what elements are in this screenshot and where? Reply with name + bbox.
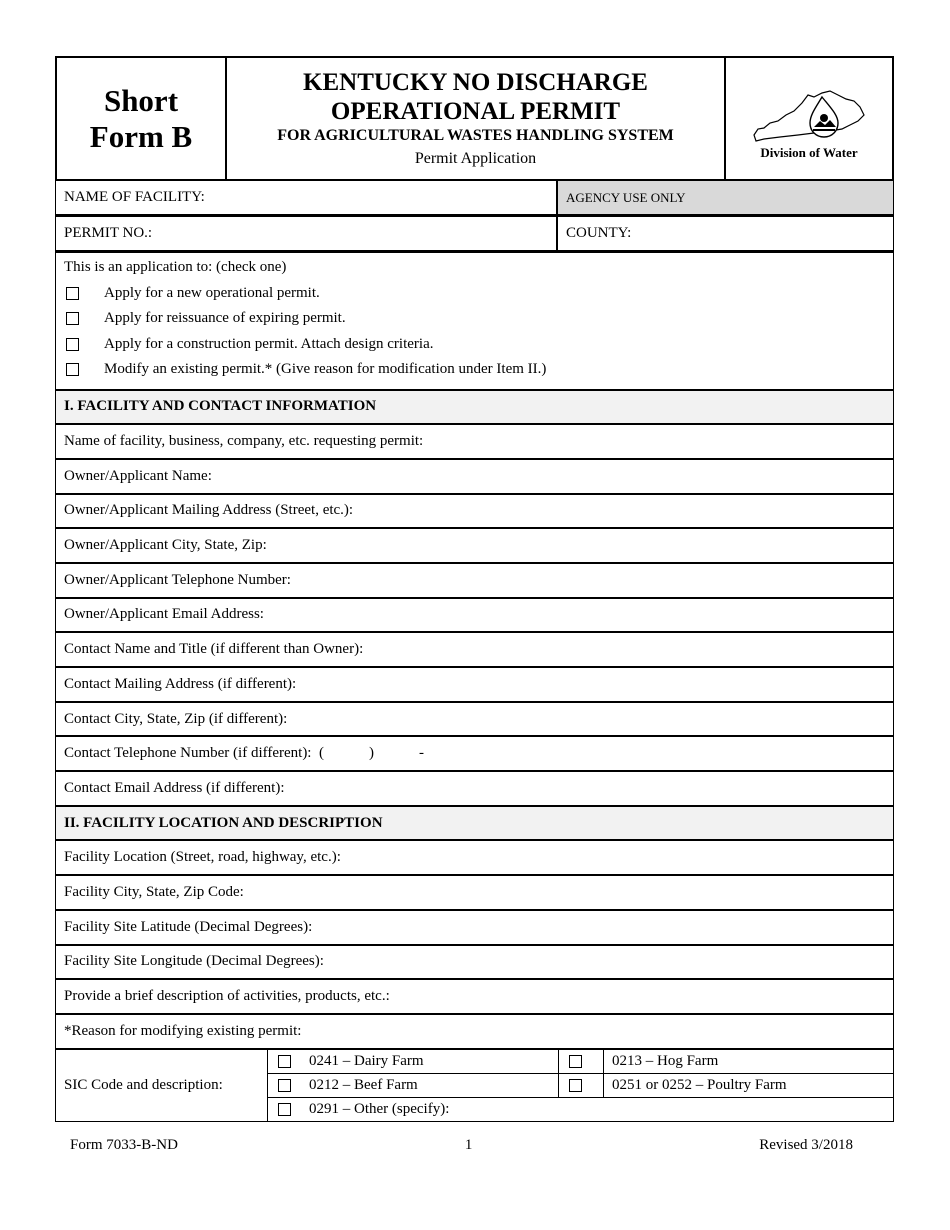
field-row[interactable] [55,563,894,598]
field-row[interactable] [55,945,894,980]
field-row[interactable] [55,459,894,494]
sic-dairy-label: 0241 – Dairy Farm [309,1052,424,1069]
option-reissuance[interactable] [64,306,885,332]
short-form-line2: Form B [89,118,193,154]
field-label: Contact Telephone Number (if different): ( ) - [64,745,424,762]
sic-poultry-label: 0251 or 0252 – Poultry Farm [612,1076,787,1093]
short-form-label [57,58,227,179]
form-number: Form 7033-B-ND [70,1137,178,1153]
checkbox[interactable] [278,1055,291,1068]
checkbox[interactable] [66,312,79,325]
checkbox[interactable] [278,1079,291,1092]
field-label: Facility City, State, Zip Code: [64,883,244,900]
sic-beef[interactable] [268,1074,559,1097]
title-application: Permit Application [414,150,537,167]
field-row[interactable] [55,528,894,563]
checkbox[interactable] [569,1055,582,1068]
field-label: Owner/Applicant Telephone Number: [64,571,291,588]
sic-other[interactable] [268,1098,449,1121]
agency-use-only: AGENCY USE ONLY [558,181,893,214]
option-construction[interactable] [64,332,885,358]
page-number: 1 [464,1137,473,1153]
field-row[interactable] [55,875,894,910]
sic-beef-label: 0212 – Beef Farm [309,1076,418,1093]
section2-heading [55,806,894,841]
checkbox[interactable] [66,363,79,376]
sic-code-table [55,1049,894,1122]
sic-dairy[interactable] [268,1050,559,1073]
county-field[interactable]: COUNTY: [566,225,632,241]
field-row[interactable] [55,1014,894,1049]
field-label: Owner/Applicant Email Address: [64,606,264,623]
field-label: Facility Site Longitude (Decimal Degrees): [64,953,324,970]
sic-poultry[interactable] [559,1074,893,1097]
application-prompt: This is an application to: (check one) [64,259,287,275]
field-row[interactable] [55,702,894,737]
section1-heading [55,390,894,425]
field-label: Facility Site Latitude (Decimal Degrees): [64,918,313,935]
section1-title: I. FACILITY AND CONTACT INFORMATION [64,398,377,415]
field-label: Owner/Applicant Mailing Address (Street, etc.): [64,502,354,519]
sic-other-label: 0291 – Other (specify): [309,1100,450,1117]
checkbox[interactable] [66,287,79,300]
facility-name-field[interactable]: NAME OF FACILITY: [56,181,558,214]
option-new-permit[interactable] [64,281,885,307]
field-label: Contact Name and Title (if different than Owner): [64,641,364,658]
form-header [55,56,894,179]
revision-date: Revised 3/2018 [759,1137,853,1153]
option-label: Apply for reissuance of expiring permit. [104,310,346,326]
option-label: Modify an existing permit.* (Give reason for modification under Item II.) [104,361,547,377]
field-row[interactable] [55,840,894,875]
form-title [227,58,726,179]
sic-row [268,1098,893,1121]
field-label: Provide a brief description of activities, products, etc.: [64,988,390,1005]
field-label: Owner/Applicant Name: [64,467,212,484]
checkbox[interactable] [66,338,79,351]
permit-no-field[interactable]: PERMIT NO.: [56,217,558,250]
field-row[interactable] [55,667,894,702]
option-label: Apply for a construction permit. Attach design criteria. [104,335,434,352]
checkbox[interactable] [278,1103,291,1116]
field-row[interactable] [55,494,894,529]
sic-hog-label: 0213 – Hog Farm [612,1052,719,1069]
application-type [55,251,894,390]
field-label: Owner/Applicant City, State, Zip: [64,537,267,554]
field-row[interactable] [55,736,894,771]
sic-hog[interactable] [559,1050,893,1073]
division-logo [726,58,892,179]
title-subtitle: FOR AGRICULTURAL WASTES HANDLING SYSTEM [277,127,674,144]
facility-name-row [55,179,894,215]
checkbox[interactable] [569,1079,582,1092]
field-label: Contact Mailing Address (if different): [64,675,297,692]
title-line2: OPERATIONAL PERMIT [330,98,621,125]
sic-row [268,1050,893,1074]
field-row[interactable] [55,771,894,806]
title-line1: KENTUCKY NO DISCHARGE [303,69,648,96]
permit-form [55,56,894,1122]
page-footer [70,1137,853,1154]
option-modify[interactable] [64,357,885,383]
section2-title: II. FACILITY LOCATION AND DESCRIPTION [64,814,383,831]
logo-caption: Division of Water [760,144,858,160]
sic-options [268,1050,893,1121]
field-label: Contact Email Address (if different): [64,779,285,796]
short-form-line1: Short [103,82,179,118]
sic-row [268,1074,893,1098]
field-label: Contact City, State, Zip (if different): [64,710,288,727]
field-row[interactable] [55,910,894,945]
sic-label: SIC Code and description: [56,1050,268,1121]
kentucky-water-drop-icon [750,85,868,143]
field-row[interactable] [55,424,894,459]
field-row[interactable] [55,632,894,667]
field-row[interactable] [55,979,894,1014]
field-label: Facility Location (Street, road, highway, etc.): [64,849,341,866]
field-row[interactable] [55,598,894,633]
field-label: Name of facility, business, company, etc. requesting permit: [64,433,424,450]
field-label: *Reason for modifying existing permit: [64,1022,302,1039]
permit-county-row [55,215,894,251]
option-label: Apply for a new operational permit. [104,284,320,301]
